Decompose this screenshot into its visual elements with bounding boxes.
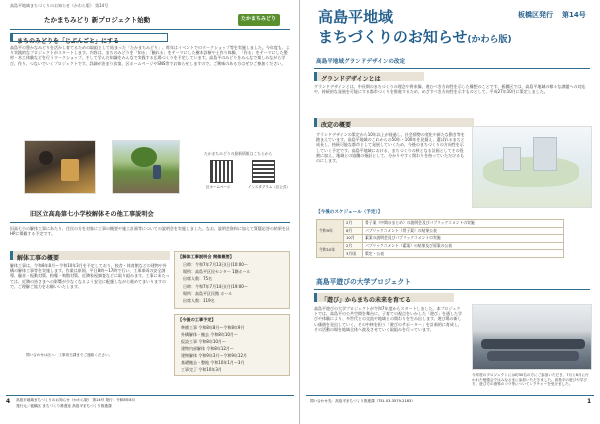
schedule-table (316, 219, 564, 258)
schedule-line: 建物内部解体 令和8年12月〜 (181, 346, 234, 351)
table-row (317, 250, 564, 258)
item-cell: 骨子案（中間のまとめ）の説明会及びパブリックコメントの実施 (363, 220, 564, 228)
month-cell: 6月 (344, 227, 363, 235)
masthead-line1: 高島平地域 (318, 8, 394, 26)
divider (314, 68, 590, 69)
masthead-line2: まちづくりのお知らせ(かわら版) (318, 28, 512, 46)
issue-number: 第14号 (562, 11, 586, 19)
month-cell: 3月頃 (344, 250, 363, 258)
illustration-image (472, 126, 592, 208)
schedule-title: 【今後のスケジュール（予定）】 (316, 210, 383, 215)
schedule-line: 基礎撤去・整地 令和10年1月〜3月 (181, 360, 245, 365)
revision-heading: 改定の概要 (314, 118, 474, 127)
issuer: 板橋区発行 (518, 11, 553, 19)
meeting-line: 出席人数：75名 (183, 276, 213, 281)
schedule-line: 仮設工事 令和8年10月〜 (181, 339, 226, 344)
grand-design-heading: グランドデザインとは (314, 72, 424, 81)
ward-homepage-qr-icon[interactable] (210, 160, 233, 183)
meeting-line: 場所：高島平区民センター 1階ホール (183, 269, 251, 274)
right-page (300, 0, 600, 424)
footer-rule (306, 395, 594, 396)
month-cell: 2月 (344, 242, 363, 250)
grand-design-section: 高島平地域グランドデザインの改定 (316, 59, 406, 65)
qr-label-ward: 区ホームページ (206, 185, 231, 189)
item-cell: パブリックコメント（素案）の結果及び原案の公表 (363, 242, 564, 250)
demolition-contact: 問い合わせは区へ：工事担当課までご連絡ください。 (26, 353, 113, 357)
takamachi-logo: たかまちみどり (238, 14, 280, 26)
meeting-line: 日時：令和7年7月14日(月)19:00〜 (183, 284, 248, 289)
meeting-line: 日時：令和7年7月13日(日)10:00〜 (183, 262, 248, 267)
table-row (317, 235, 564, 243)
meeting-line: 場所：高島平区民館 ホール (183, 291, 233, 296)
item-cell: 策定・公表 (363, 250, 564, 258)
qr-label-instagram: インスタグラム（区公式） (248, 185, 290, 189)
schedule-line: 準備工事 令和8年8月〜令和8年9月 (181, 325, 245, 330)
university-heading: 「遊び」からまちの未来を育てる (314, 293, 454, 302)
project-heading: まちのみどりを「じぶんごと」にする (10, 33, 168, 42)
right-footer: 問い合わせ先：高島平まちづくり推進課（TEL 03-3579-2183） (310, 399, 415, 403)
school-body: 旧高七小の解体工事にあたり、住民の方を対象に工事の概要や施工計画等についての説明会を実施しました。なお、説明会資料に加えて質疑応答の結果を区HPに掲載する予定です。 (10, 226, 290, 237)
construction-schedule-box (174, 314, 290, 376)
project-title: たかまちみどり 新プロジェクト始動 (44, 16, 151, 24)
instagram-qr-icon[interactable] (252, 160, 275, 183)
university-body: 高島平遊びの大学プロジェクトが令和7年度からスタートしました。本プロジェクトでは、高島平の公共空間を舞台に、子育ての視点をいかした「遊び」を通した学びや体験により、多世代との交流や地域との関わりを生み出します。遊び場の新しい価値を見出していく、その中核を担う「遊びのサポーター」を計画的に育成し、その活動の場を地域全体へ波及させていく取組みを行っています。 (314, 306, 462, 332)
table-row (317, 242, 564, 250)
university-section: 高島平遊びの大学プロジェクト (316, 278, 412, 286)
demolition-heading: 解体工事の概要 (10, 251, 170, 260)
left-footer: 高島平地域まちづくりのお知らせ（かわら版） 第14号 発行：令和8年8月 (16, 398, 136, 402)
year-cell: 令和10年 (317, 242, 344, 257)
demolition-body: 解体工事は、令和8年8月～令和10年3月を予定しており、校舎・体育館などの建物や外構の解体工事等を実施します。作業は原則、平日8時～17時で行い、工事車両の安全誘導、騒音・振動対策、粉塵・飛散対策、近隣家屋調査などに取り組みます。工事にあたっては、近隣の皆さまへの影響が少なくなるよう安全に配慮しながら進めてまいりますので、ご理解ご協力をお願いいたします。 (10, 263, 170, 289)
month-cell: 2月 (344, 220, 363, 228)
footer-rule (6, 395, 294, 396)
planting-photo (112, 140, 180, 194)
month-cell: 10月 (344, 235, 363, 243)
left-footer-2: 発行元／板橋区 まちづくり推進室 高島平まちづくり推進課 (16, 404, 112, 408)
grand-design-body: グランドデザインとは、中長期のまちづくりの理念や将来像、進むべき方向性を示した構想のことです。板橋区では、高島平地域の様々な課題への対応や、持続的な発展を可能にする都市づくりを推進するため、めざすべき方向性を示すものとして、平成27年10月に策定しました。 (314, 84, 586, 95)
workshop-photo (24, 140, 96, 194)
meeting-box-title: 【解体工事説明会 開催概要】 (178, 254, 234, 259)
page-number-left: 4 (6, 398, 11, 405)
schedule-box-title: 【今後の工事予定】 (178, 317, 216, 322)
schedule-line: 工事完了 令和10年3月 (181, 367, 222, 372)
school-title: 旧区立高島第七小学校解体その他工事説明会 (30, 211, 154, 218)
meeting-box (174, 251, 290, 309)
divider (314, 289, 590, 290)
divider (10, 29, 290, 30)
divider (10, 222, 290, 223)
lecture-photo (472, 304, 592, 370)
year-cell: 令和9年 (317, 220, 344, 243)
table-row (317, 227, 564, 235)
table-row (317, 220, 564, 228)
page-number-right: 1 (587, 398, 592, 405)
schedule-line: 外構解体・撤去 令和8年10月〜 (181, 332, 238, 337)
schedule-line: 建物解体 令和9年3月〜令和9年12月 (181, 353, 247, 358)
item-cell: パブリックコメント（骨子案）の結果公表 (363, 227, 564, 235)
left-header: 高島平地域まちづくりのお知らせ（かわら版） 第14号 (10, 3, 109, 8)
project-body: 高島平の豊かなみどりを活かし育てるための取組として始まった「たかまちみどり」。昨年はイベントでのワークショップ等を実施しました。今年度も、より実践的なプロジェクトがスタートします。内容は、まちのみどりを「知る」「触れる」をテーマにした樹木診断や土作り体験、「作る」をテーマにした製材・木工体験などを行うワークショップ。そして学んだ知識をみんなで実践する広場づくりを予定しています。高島平のみどりをみんなで楽しみながら学び、作り、つないでいくプロジェクトです。詳細が決まり次第、区ホームページやSNS等でお知らせしますので、ご興味のある方はぜひご参加ください。 (10, 45, 290, 66)
revision-body: グランドデザインの策定から10年以上が経過し、社会情勢の変化や新たな動き等を踏まえています。高島平地域のこれからの50年・100年を見据え、選ばれるまちと成長し、持続可能な都市として発展していくため、今後のまちづくりの方向性を示していく予定です。高島平地域における、まちづくりの核となる計画としてその役割に加え、地域との協働の指針として、分かりやすく関わりを持っていただけるものにします。 (316, 132, 465, 164)
meeting-line: 出席人数：119名 (183, 298, 215, 303)
university-body-2: 今年度のプロジェクトには約30名の方にご参加いただき、7月と8月に行われた勉強会ではみなさまに参加いただきました。高島平の遊びや学び方、遊び方の指導のコツ等についてレクチャーを受けました。 (472, 373, 589, 387)
qr-caption: たかまちみどりの最新情報はこちらから (204, 151, 273, 156)
item-cell: 素案の説明会及びパブリックコメントの実施 (363, 235, 564, 243)
